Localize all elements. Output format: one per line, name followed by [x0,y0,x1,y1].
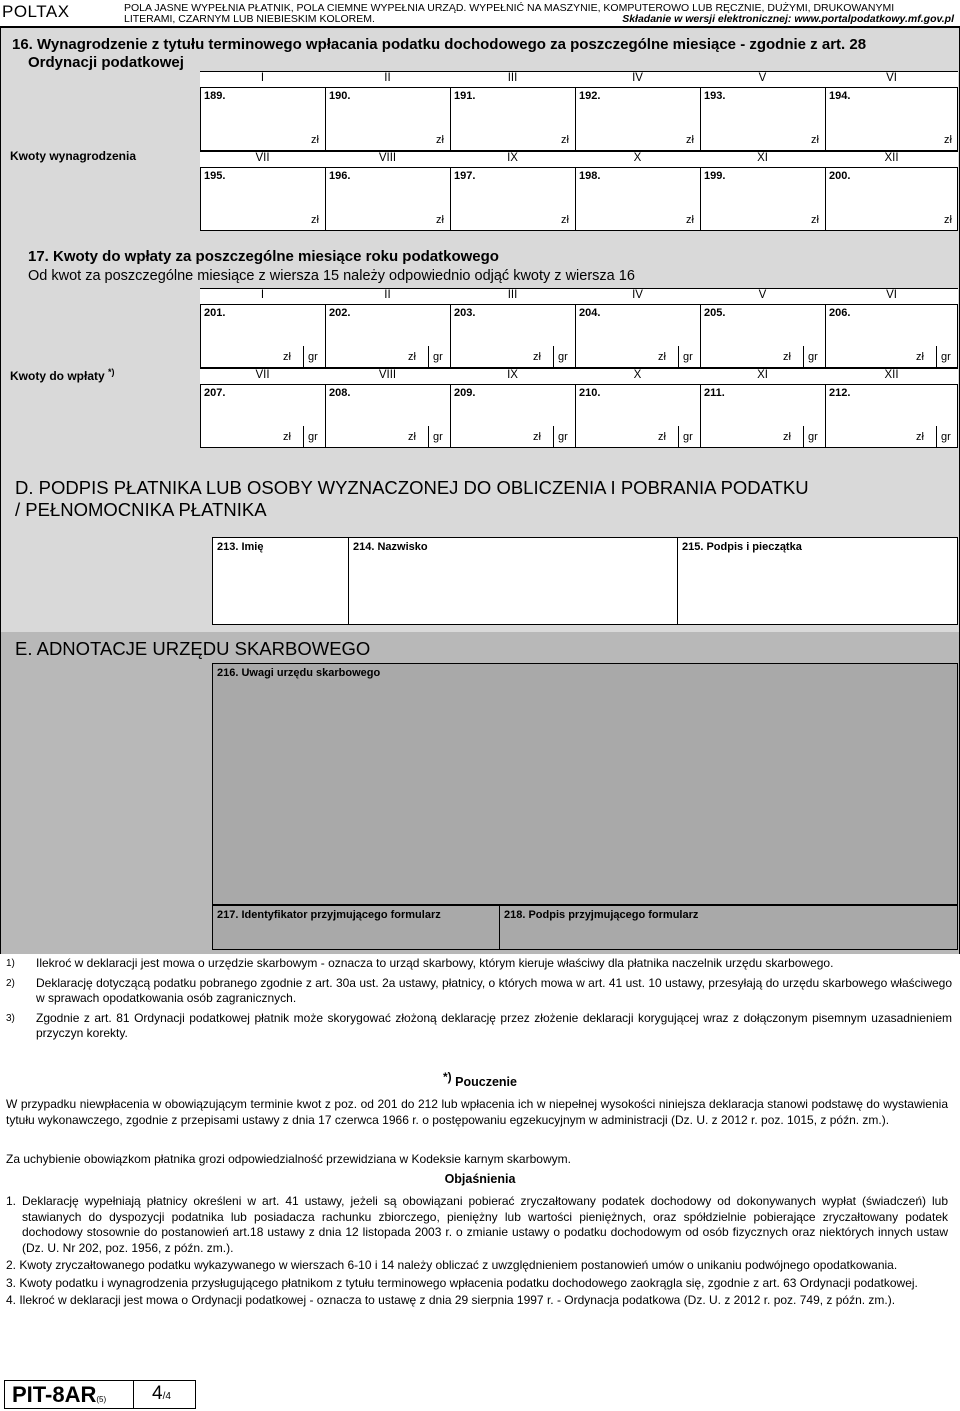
section17-gr-separator [428,346,429,368]
field-216-label: 216. Uwagi urzędu skarbowego [217,667,381,679]
section17-month-VI: VI [886,289,897,301]
section16-unit-zl: zł [561,134,569,146]
section16-field-number: 196. [329,170,351,182]
section16-unit-zl: zł [811,214,819,226]
section17-unit-gr: gr [683,351,693,363]
section17-unit-zl: zł [916,351,924,363]
pouczenie-paragraph-2: Za uchybienie obowiązkom płatnika grozi odpowiedzialność przewidziana w Kodeksie karnym skarbowym. [6,1152,571,1166]
form-id [12,1382,106,1408]
section16-month-XII: XII [884,152,899,164]
page-current: 4 [152,1383,163,1404]
section17-month-XI: XI [757,369,768,381]
footnote-2 [6,976,952,1007]
section17-unit-zl: zł [916,431,924,443]
objasnienia-item-1: 1. Deklarację wypełniają płatnicy określeni w art. 41 ustawy, jeżeli są obowiązani pobierać zryczałtowany podatek dochodowy od dokonywanych wypłat (świadczeń) lub stawianych do dyspozycji podatnika lub posiadacza rachunku zbiorczego, pieniężny lub wartości pieniężnych, oraz spółdzielnie pobierające zryczałtowany podatek dochodowy stosownie do postanowień art.18 ustawy z dnia 12 listopada 2003 r. o zmianie ustawy o podatku dochodowym od osób fizycznych oraz niektórych innych ustaw (Dz. U. Nr 202, poz. 1956, z późn. zm.). [6,1194,948,1255]
section17-unit-gr: gr [808,351,818,363]
objasnienia-item-4: 4. Ilekroć w deklaracji jest mowa o Ordynacji podatkowej - oznacza to ustawę z dnia 29 sierpnia 1997 r. - Ordynacja podatkowa (Dz. U. z 2012 r. poz. 749, z późn. zm.). [6,1293,896,1307]
section17-gr-separator [936,426,937,448]
section17-month-VIII: VIII [378,369,397,381]
section16-unit-zl: zł [436,134,444,146]
section16-month-III: III [507,72,518,84]
section16-month-VII: VII [255,152,270,164]
section16-month-VI: VI [886,72,897,84]
section17-gr-separator [678,426,679,448]
section16-unit-zl: zł [944,134,952,146]
section16-month-XI: XI [757,152,768,164]
section17-month-III: III [507,289,518,301]
section17-gr-separator [553,426,554,448]
field-216-remarks [212,663,958,905]
section17-field-number: 201. [204,307,226,319]
section17-month-II: II [384,289,391,301]
section17-unit-zl: zł [283,351,291,363]
section17-field-number: 212. [829,387,851,399]
section16-unit-zl: zł [311,134,319,146]
field-218-label: 218. Podpis przyjmującego formularz [504,909,699,921]
pouczenie-heading-text: Pouczenie [455,1075,517,1090]
section16-month-IX: IX [507,152,518,164]
section17-unit-zl: zł [533,351,541,363]
section17-field-number: 207. [204,387,226,399]
objasnienia-item-3: 3. Kwoty podatku i wynagrodzenia przysługującego płatnikom z tytułu terminowego wpłacenia podatku dochodowego zaokrągla się, zgodnie z art. 63 Ordynacji podatkowej. [6,1275,918,1290]
section16-field-number: 190. [329,90,351,102]
section17-gr-separator [803,346,804,368]
footnote-2-text: Deklarację dotyczącą podatku pobranego zgodnie z art. 30a ust. 2a ustawy, płatnicy, o których mowa w art. 41 ust. 10 ustawy, przesyłają do urzędu skarbowego właściwego w sprawach opodatkowania osób zagranicznych. [36,975,952,1005]
form-code: PIT-8AR [12,1382,97,1407]
section17-unit-gr: gr [808,431,818,443]
section17-month-V: V [758,289,767,301]
footnote-2-num: 2) [6,977,15,989]
section17-month-IV: IV [632,289,643,301]
section17-unit-zl: zł [533,431,541,443]
sectionD-title-cont: / PEŁNOMOCNIKA PŁATNIKA [15,499,267,520]
section17-unit-zl: zł [283,431,291,443]
section17-gr-separator [936,346,937,368]
section17-gr-separator [303,426,304,448]
section17-unit-gr: gr [558,431,568,443]
footnotes [6,956,952,1042]
header-electronic-filing: Składanie w wersji elektronicznej: www.portalpodatkowy.mf.gov.pl [622,13,954,25]
section16-field-number: 192. [579,90,601,102]
section17-row-label [10,367,115,383]
section17-subtitle: Od kwot za poszczególne miesiące z wiersza 15 należy odpowiednio odjąć kwoty z wiersza 16 [28,268,635,284]
section17-gr-separator [553,346,554,368]
form-version: (5) [96,1395,107,1404]
pouczenie-paragraph-1: W przypadku niewpłacenia w obowiązującym terminie kwot z poz. od 201 do 212 lub wpłacenia ich w niepełnej wysokości niniejsza deklaracja stanowi podstawę do wystawienia tytułu wykonawczego, zgodnie z przepisami ustawy z dnia 17 czerwca 1966 r. o postępowaniu egzekucyjnym w administracji (Dz. U. z 2012 r. poz. 1015, z późn. zm.). [6,1097,948,1127]
section17-unit-gr: gr [941,351,951,363]
section16-title-cont: Ordynacji podatkowej [28,54,184,71]
field-214-label: 214. Nazwisko [353,541,428,553]
section17-month-XII: XII [884,369,899,381]
section16-unit-zl: zł [811,134,819,146]
section16-row-label: Kwoty wynagrodzenia [10,149,137,163]
footnote-1 [6,956,952,972]
section17-title: 17. Kwoty do wpłaty za poszczególne miesiące roku podatkowego [28,248,499,265]
field-218-receiver-signature [499,905,958,950]
section17-unit-gr: gr [683,431,693,443]
section17-gr-separator [678,346,679,368]
section17-month-X: X [633,369,642,381]
section17-unit-gr: gr [308,431,318,443]
section17-unit-zl: zł [408,351,416,363]
section16-field-number: 198. [579,170,601,182]
section17-field-number: 211. [704,387,725,399]
section16-month-II: II [384,72,391,84]
section17-unit-gr: gr [433,431,443,443]
section17-unit-zl: zł [658,431,666,443]
field-213-label: 213. Imię [217,541,264,553]
section16-unit-zl: zł [436,214,444,226]
section17-unit-zl: zł [783,431,791,443]
section17-field-number: 208. [329,387,351,399]
form-id-divider [133,1380,134,1409]
section17-unit-gr: gr [558,351,568,363]
section17-gr-separator [303,346,304,368]
section16-field-number: 199. [704,170,726,182]
section16-month-I: I [260,72,265,84]
section17-unit-zl: zł [783,351,791,363]
objasnienia-item-2: 2. Kwoty zryczałtowanego podatku wykazywanego w wierszach 6-10 i 14 należy obliczać z uwzględnieniem postanowień umów o unikaniu podwójnego opodatkowania. [6,1258,898,1272]
section17-unit-gr: gr [308,351,318,363]
page-number [152,1383,171,1405]
field-214-surname[interactable] [348,537,678,625]
section16-month-IV: IV [632,72,643,84]
section16-field-number: 197. [454,170,476,182]
section16-field-number: 194. [829,90,851,102]
section16-unit-zl: zł [686,134,694,146]
section17-month-IX: IX [507,369,518,381]
section16-unit-zl: zł [311,214,319,226]
section16-month-V: V [758,72,767,84]
footnote-1-num: 1) [6,958,15,969]
section17-gr-separator [803,426,804,448]
sectionD-title: D. PODPIS PŁATNIKA LUB OSOBY WYZNACZONEJ DO OBLICZENIA I POBRANIA PODATKU [15,477,809,498]
section17-field-number: 202. [329,307,351,319]
section17-row-label-text: Kwoty do wpłaty [10,369,105,383]
pouczenie-heading-sup: *) [443,1070,452,1084]
header-instructions-line2: LITERAMI, CZARNYM LUB NIEBIESKIM KOLOREM. [124,13,375,25]
section17-unit-zl: zł [408,431,416,443]
section17-month-VII: VII [255,369,270,381]
field-213-first-name[interactable] [212,537,349,625]
page-total: /4 [162,1391,171,1402]
section16-field-number: 189. [204,90,226,102]
section17-gr-separator [428,426,429,448]
field-215-signature[interactable] [677,537,958,625]
section16-month-VIII: VIII [378,152,397,164]
section16-field-number: 200. [829,170,851,182]
section17-field-number: 205. [704,307,726,319]
footnote-3-text: Zgodnie z art. 81 Ordynacji podatkowej płatnik może skorygować złożoną deklarację przez złożenie deklaracji korygującej wraz z dołączonym pisemnym uzasadnieniem przyczyn korekty. [36,1010,952,1040]
section16-field-number: 195. [204,170,226,182]
pouczenie-heading [0,1070,960,1089]
section17-field-number: 210. [579,387,601,399]
section17-row-label-footnote: *) [108,367,115,377]
section16-month-X: X [633,152,642,164]
sectionE-title: E. ADNOTACJE URZĘDU SKARBOWEGO [15,638,371,659]
section17-field-number: 204. [579,307,601,319]
section17-unit-gr: gr [941,431,951,443]
field-217-receiver-id [212,905,500,950]
objasnienia-list [6,1194,948,1309]
section16-unit-zl: zł [561,214,569,226]
section16-field-number: 191. [454,90,476,102]
section17-field-number: 209. [454,387,476,399]
field-215-label: 215. Podpis i pieczątka [682,541,802,553]
section17-field-number: 203. [454,307,476,319]
field-217-label: 217. Identyfikator przyjmującego formularz [217,909,441,921]
footnote-3 [6,1011,952,1042]
section17-unit-gr: gr [433,351,443,363]
section17-field-number: 206. [829,307,851,319]
section17-unit-zl: zł [658,351,666,363]
footnote-3-num: 3) [6,1012,15,1024]
section16-title: 16. Wynagrodzenie z tytułu terminowego wpłacania podatku dochodowego za poszczególne miesiące - zgodnie z art. 28 [12,36,867,53]
section16-field-number: 193. [704,90,726,102]
objasnienia-heading: Objaśnienia [444,1172,516,1186]
section16-unit-zl: zł [944,214,952,226]
poltax-logo: POLTAX [2,2,70,21]
header-instructions-line1: POLA JASNE WYPEŁNIA PŁATNIK, POLA CIEMNE WYPEŁNIA URZĄD. WYPEŁNIĆ NA MASZYNIE, KOMPUTEROWO LUB RĘCZNIE, DUŻYMI, DRUKOWANYMI [124,2,895,14]
section16-unit-zl: zł [686,214,694,226]
section17-month-I: I [260,289,265,301]
footnote-1-text: Ilekroć w deklaracji jest mowa o urzędzie skarbowym - oznacza to urząd skarbowy, którym kieruje właściwy dla płatnika naczelnik urzędu skarbowego. [36,956,834,970]
